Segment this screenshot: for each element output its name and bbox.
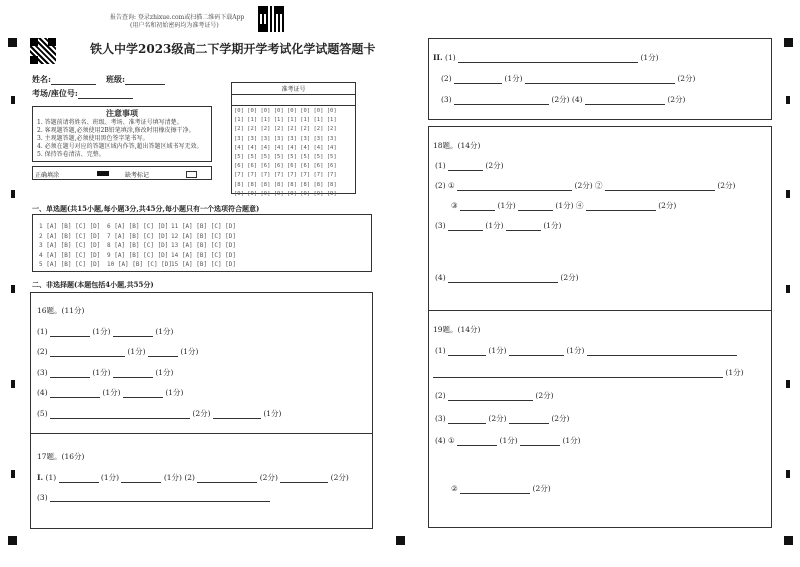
part-label: (2) (435, 181, 446, 190)
notice-item: 5. 保持答卷清洁、完整。 (37, 151, 105, 158)
notice-box (32, 106, 212, 162)
part-label: (1) (45, 473, 57, 482)
ii-part1[interactable] (433, 52, 659, 63)
choice-row[interactable]: 15 [A] [B] [C] [D] (171, 261, 237, 268)
part-label: (3) (435, 221, 446, 230)
part-label: (2) (184, 473, 195, 482)
part-roman: II. (433, 53, 443, 62)
part-label: (3) (37, 368, 48, 377)
score-label: (2分) (677, 74, 696, 83)
score-label: (2分) (658, 201, 677, 210)
timing-mark (786, 190, 790, 198)
score-label: (1分) (504, 74, 523, 83)
q18-part2b[interactable] (451, 200, 676, 211)
score-label: (1分) (163, 473, 182, 482)
choice-row[interactable]: 13 [A] [B] [C] [D] (171, 242, 237, 249)
part-label: (4) (435, 273, 446, 282)
circled-label: ② (451, 484, 458, 493)
choice-row[interactable]: 12 [A] [B] [C] [D] (171, 232, 237, 240)
exam-digit-row[interactable]: [2] [2] [2] [2] [2] [2] [2] [2] (234, 126, 337, 133)
timing-mark (786, 380, 790, 388)
q16-part4[interactable] (37, 387, 183, 398)
part-label: (1) (435, 161, 446, 170)
correct-fill-sample (97, 171, 109, 176)
score-label: (1分) (555, 201, 574, 210)
q19-header: 19题。(14分) (433, 325, 481, 334)
q18-part4[interactable] (435, 272, 579, 283)
exam-digit-row[interactable]: [0] [0] [0] [0] [0] [0] [0] [0] (234, 108, 337, 114)
exam-number-bubbles[interactable] (232, 106, 355, 200)
notice-item: 2. 客观题答题,必须使用2B铅笔填涂,修改时用橡皮擦干净。 (37, 127, 195, 134)
corner-mark-tl (8, 38, 17, 47)
q17-part1[interactable] (37, 472, 349, 483)
answer-box-17-ii[interactable] (428, 38, 772, 120)
corner-mark-bl (8, 536, 17, 545)
score-label: (1分) (180, 347, 199, 356)
q17-part3[interactable] (37, 493, 270, 502)
score-label: (1分) (127, 347, 146, 356)
part-label: (3) (37, 493, 48, 502)
fill-legend (32, 166, 212, 180)
corner-mark-br (784, 536, 793, 545)
single-choice-box[interactable] (32, 214, 372, 272)
score-label: (1分) (485, 221, 504, 230)
notice-item: 1. 答题前请将姓名、班级、考场、准考证号填写清楚。 (37, 119, 183, 126)
q16-part2[interactable] (37, 346, 198, 357)
exam-number-title: 准考证号 (232, 83, 355, 95)
part-label: (4) (571, 95, 583, 104)
answer-box-16-17[interactable] (30, 292, 373, 529)
part-label: (4) (37, 388, 48, 397)
score-label: (1分) (499, 436, 518, 445)
exam-digit-row[interactable]: [4] [4] [4] [4] [4] [4] [4] [4] (234, 144, 337, 151)
qr-code-icon (258, 6, 284, 32)
timing-mark (11, 380, 15, 388)
class-field[interactable] (106, 74, 165, 85)
score-label: (2分) (488, 414, 507, 423)
choice-row[interactable]: 8 [A] [B] [C] [D] (107, 242, 169, 249)
seat-label: 考场/座位号: (32, 88, 78, 98)
choice-row[interactable]: 10 [A] [B] [C] [D] (107, 261, 173, 268)
qr-code-icon (30, 38, 56, 64)
score-label: (1分) (497, 201, 516, 210)
q16-part1[interactable] (37, 326, 173, 337)
name-label: 姓名: (32, 74, 51, 84)
part-label: (1) (435, 346, 446, 355)
timing-mark (11, 96, 15, 104)
choice-row[interactable]: 1 [A] [B] [C] [D] (39, 223, 101, 230)
name-field[interactable] (32, 74, 96, 85)
q16-header: 16题。(11分) (37, 306, 85, 315)
q19-part1b[interactable] (433, 367, 744, 378)
q18-part2[interactable] (435, 180, 735, 191)
score-label: (2分) (259, 473, 278, 482)
q18-part3[interactable] (435, 220, 561, 231)
score-label: (2分) (667, 95, 686, 104)
choice-row[interactable]: 9 [A] [B] [C] [D] (107, 251, 169, 259)
choice-row[interactable]: 11 [A] [B] [C] [D] (171, 223, 237, 230)
timing-mark (11, 470, 15, 478)
exam-digit-row[interactable]: [8] [8] [8] [8] [8] [8] [8] [8] (234, 181, 337, 188)
notice-item: 4. 必须在题号对应的答题区域内作答,超出答题区域书写无效。 (37, 143, 203, 150)
circled-label: ④ (575, 201, 584, 210)
timing-mark (11, 285, 15, 293)
score-label: (1分) (155, 368, 174, 377)
timing-mark (786, 470, 790, 478)
score-label: (1分) (263, 409, 282, 418)
score-label: (1分) (488, 346, 507, 355)
q17-header: 17题。(16分) (37, 452, 85, 461)
ii-part2[interactable] (441, 73, 695, 84)
divider (429, 310, 771, 311)
score-label: (1分) (543, 221, 562, 230)
ii-part3[interactable] (441, 94, 685, 105)
score-label: (1分) (155, 327, 174, 336)
circled-label: ③ (451, 201, 458, 210)
q18-header: 18题。(14分) (433, 141, 481, 150)
part-label: (1) (37, 327, 48, 336)
part-label: (2) (435, 391, 446, 400)
q18-part1[interactable] (435, 160, 504, 171)
score-label: (2分) (535, 391, 554, 400)
score-label: (1分) (640, 53, 659, 62)
circled-label: ① (448, 436, 455, 445)
choice-row[interactable]: 3 [A] [B] [C] [D] (39, 242, 101, 249)
score-label: (1分) (100, 473, 120, 482)
exam-number-box[interactable] (231, 82, 356, 197)
q19-part3[interactable] (435, 413, 569, 424)
part-label: (4) (435, 436, 446, 445)
score-label: (2分) (574, 181, 593, 190)
score-label: (2分) (330, 473, 349, 482)
score-label: (2分) (551, 414, 570, 423)
section2-title: 二、非选择题(本题包括4小题,共55分) (32, 280, 154, 289)
score-label: (1分) (92, 327, 111, 336)
choice-row[interactable]: 5 [A] [B] [C] [D] (39, 261, 101, 268)
part-label: (1) (445, 53, 456, 62)
part-label: (2) (441, 74, 452, 83)
choice-row[interactable]: 4 [A] [B] [C] [D] (39, 251, 101, 259)
part-label: (3) (441, 95, 452, 104)
q16-part3[interactable] (37, 367, 173, 378)
circled-label: ② (595, 181, 603, 190)
corner-mark-bm (396, 536, 405, 545)
score-label: (2分) (485, 161, 504, 170)
seat-field[interactable] (32, 88, 133, 99)
score-label: (1分) (725, 368, 744, 377)
absent-mark-label: 缺考标记 (125, 172, 150, 179)
exam-digit-row[interactable]: [9] [9] [9] [9] [9] [9] [9] [9] (234, 190, 337, 197)
part-label: (2) (37, 347, 48, 356)
q19-part1[interactable] (435, 345, 737, 356)
timing-mark (11, 190, 15, 198)
score-label: (1分) (102, 388, 121, 397)
section1-title: 一、单选题(共15小题,每小题3分,共45分,每小题只有一个选项符合题意) (32, 204, 260, 213)
choice-row[interactable]: 6 [A] [B] [C] [D] (107, 223, 169, 230)
notice-item: 3. 主观题答题,必须使用黑色签字笔书写。 (37, 135, 149, 142)
choice-row[interactable]: 7 [A] [B] [C] [D] (107, 232, 169, 240)
sheet-title: 铁人中学2023级高二下学期开学考试化学试题答题卡 (90, 42, 376, 56)
choice-row[interactable]: 2 [A] [B] [C] [D] (39, 232, 101, 240)
timing-mark (786, 285, 790, 293)
exam-digit-row[interactable]: [5] [5] [5] [5] [5] [5] [5] [5] (234, 154, 337, 161)
login-hint: (用户名和初始密码均为准考证号) (130, 22, 219, 29)
answer-box-18-19[interactable] (428, 126, 772, 528)
notice-title: 注意事项 (106, 108, 138, 118)
absent-mark-box[interactable] (186, 171, 197, 178)
report-query-note: 报告查询: 登录zhixue.com或扫描二维码下载App (110, 14, 245, 21)
part-roman: I. (37, 473, 44, 482)
choice-row[interactable]: 14 [A] [B] [C] [D] (171, 251, 237, 259)
score-label: (1分) (562, 436, 581, 445)
class-label: 班级: (106, 74, 125, 84)
exam-digit-row[interactable]: [7] [7] [7] [7] [7] [7] [7] [7] (234, 172, 337, 179)
score-label: (2分) (560, 273, 579, 282)
exam-digit-row[interactable]: [6] [6] [6] [6] [6] [6] [6] [6] (234, 163, 337, 170)
part-label: (3) (435, 414, 446, 423)
score-label: (1分) (165, 388, 184, 397)
score-label: (1分) (92, 368, 111, 377)
part-label: (5) (37, 409, 48, 418)
divider (31, 433, 372, 434)
score-label: (1分) (566, 346, 585, 355)
q19-part2[interactable] (435, 390, 554, 401)
score-label: (2分) (192, 409, 211, 418)
exam-digit-row[interactable]: [3] [3] [3] [3] [3] [3] [3] [3] (234, 135, 337, 142)
score-label: (2分) (532, 484, 551, 493)
q19-part4[interactable] (435, 435, 581, 446)
score-label: (2分) (717, 181, 736, 190)
timing-mark (786, 96, 790, 104)
correct-fill-label: 正确填涂 (35, 172, 60, 179)
circled-label: ① (448, 181, 455, 190)
q19-part4b[interactable] (451, 483, 551, 494)
exam-digit-row[interactable]: [1] [1] [1] [1] [1] [1] [1] [1] (234, 117, 337, 124)
q16-part5[interactable] (37, 408, 281, 419)
corner-mark-tr (784, 38, 793, 47)
score-label: (2分) (551, 95, 570, 104)
